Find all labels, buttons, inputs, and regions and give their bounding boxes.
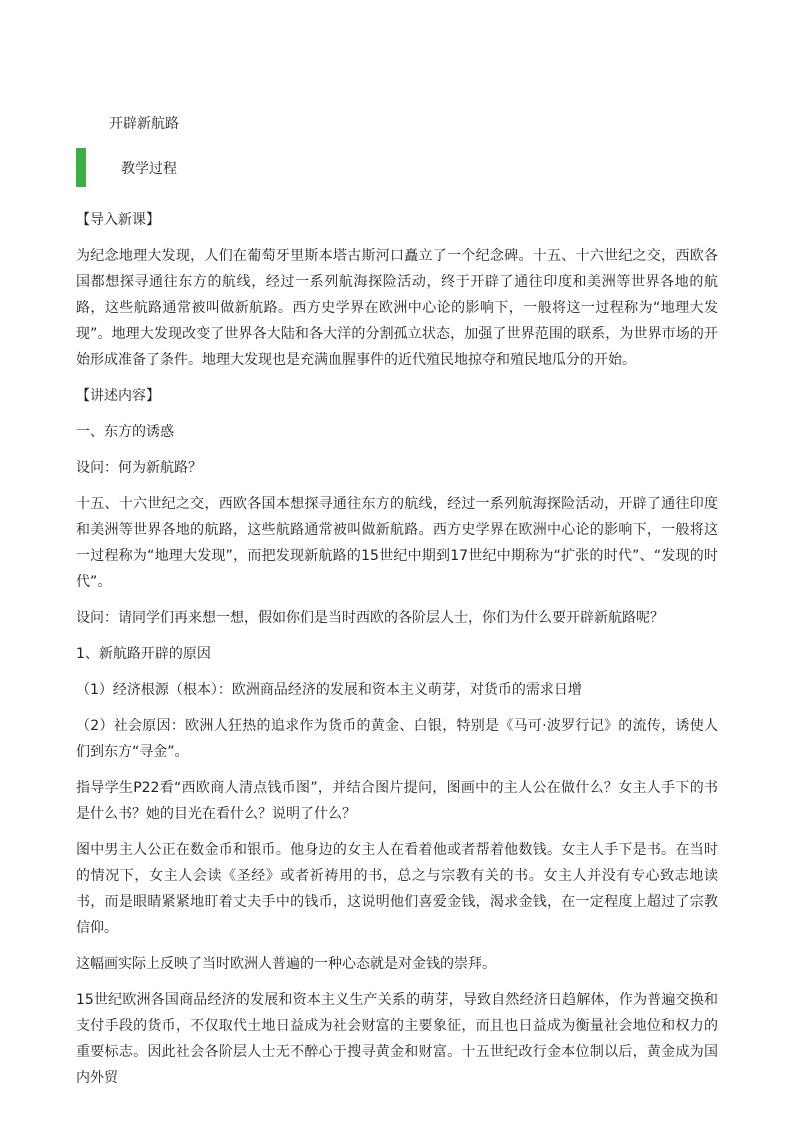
subheading: 一、东方的诱惑 — [76, 424, 174, 440]
document-body — [76, 207, 718, 1101]
paragraph: 十五、十六世纪之交，西欧各国本想探寻通往东方的航线，经过一系列航海探险活动，开辟了通往印度和美洲等世界各地的航路，这些航路通常被叫做新航路。西方史学界在欧洲中心论的影响下，一般将这一过程称为“地理大发现”，而把发现新航路的15世纪中期到17世纪中期称为“扩张的时代”、“发现的时代”。 — [76, 496, 718, 590]
section-accent-bar — [76, 148, 86, 187]
document-title: 开辟新航路 — [109, 116, 179, 132]
paragraph: 指导学生P22看“西欧商人清点钱币图”，并结合图片提问，图画中的主人公在做什么？女主人手下的书是什么书？她的目光在看什么？说明了什么？ — [76, 780, 718, 822]
paragraph: 这幅画实际上反映了当时欧洲人普遍的一种心态就是对金钱的崇拜。 — [76, 956, 496, 972]
paragraph: 15世纪欧洲各国商品经济的发展和资本主义生产关系的萌芽，导致自然经济日趋解体，作为普遍交换和支付手段的货币，不仅取代土地日益成为社会财富的主要象征，而且也日益成为衡量社会地位和权力的重要标志。因此社会各阶层人士无不醉心于搜寻黄金和财富。十五世纪改行金本位制以后，黄金成为国内外贸 — [76, 992, 718, 1086]
heading-content: 【讲述内容】 — [76, 388, 160, 404]
list-item: （1）经济根源（根本）：欧洲商品经济的发展和资本主义萌芽，对货币的需求日增 — [76, 682, 582, 698]
question: 设问：请同学们再来想一想，假如你们是当时西欧的各阶层人士，你们为什么要开辟新航路呢？ — [76, 610, 664, 626]
subheading: 1、新航路开辟的原因 — [76, 646, 211, 662]
section-heading: 教学过程 — [121, 161, 177, 177]
paragraph: 为纪念地理大发现，人们在葡萄牙里斯本塔古斯河口矗立了一个纪念碑。十五、十六世纪之交，西欧各国都想探寻通往东方的航线，经过一系列航海探险活动，终于开辟了通往印度和美洲等世界各地的航路，这些航路通常被叫做新航路。西方史学界在欧洲中心论的影响下，一般将这一过程称为“地理大发现”。地理大发现改变了世界各大陆和各大洋的分割孤立状态，加强了世界范围的联系，为世界市场的开始形成准备了条件。地理大发现也是充满血腥事件的近代殖民地掠夺和殖民地瓜分的开始。 — [76, 248, 718, 368]
question: 设问：何为新航路？ — [76, 460, 202, 476]
heading-intro: 【导入新课】 — [76, 212, 160, 228]
list-item: （2）社会原因：欧洲人狂热的追求作为货币的黄金、白银，特别是《马可·波罗行记》的流传，诱使人们到东方“寻金”。 — [76, 718, 718, 760]
paragraph: 图中男主人公正在数金币和银币。他身边的女主人在看着他或者帮着他数钱。女主人手下是书。在当时的情况下，女主人会读《圣经》或者祈祷用的书，总之与宗教有关的书。女主人并没有专心致志地读书，而是眼睛紧紧地盯着丈夫手中的钱币，这说明他们喜爱金钱，渴求金钱，在一定程度上超过了宗教信仰。 — [76, 842, 718, 936]
